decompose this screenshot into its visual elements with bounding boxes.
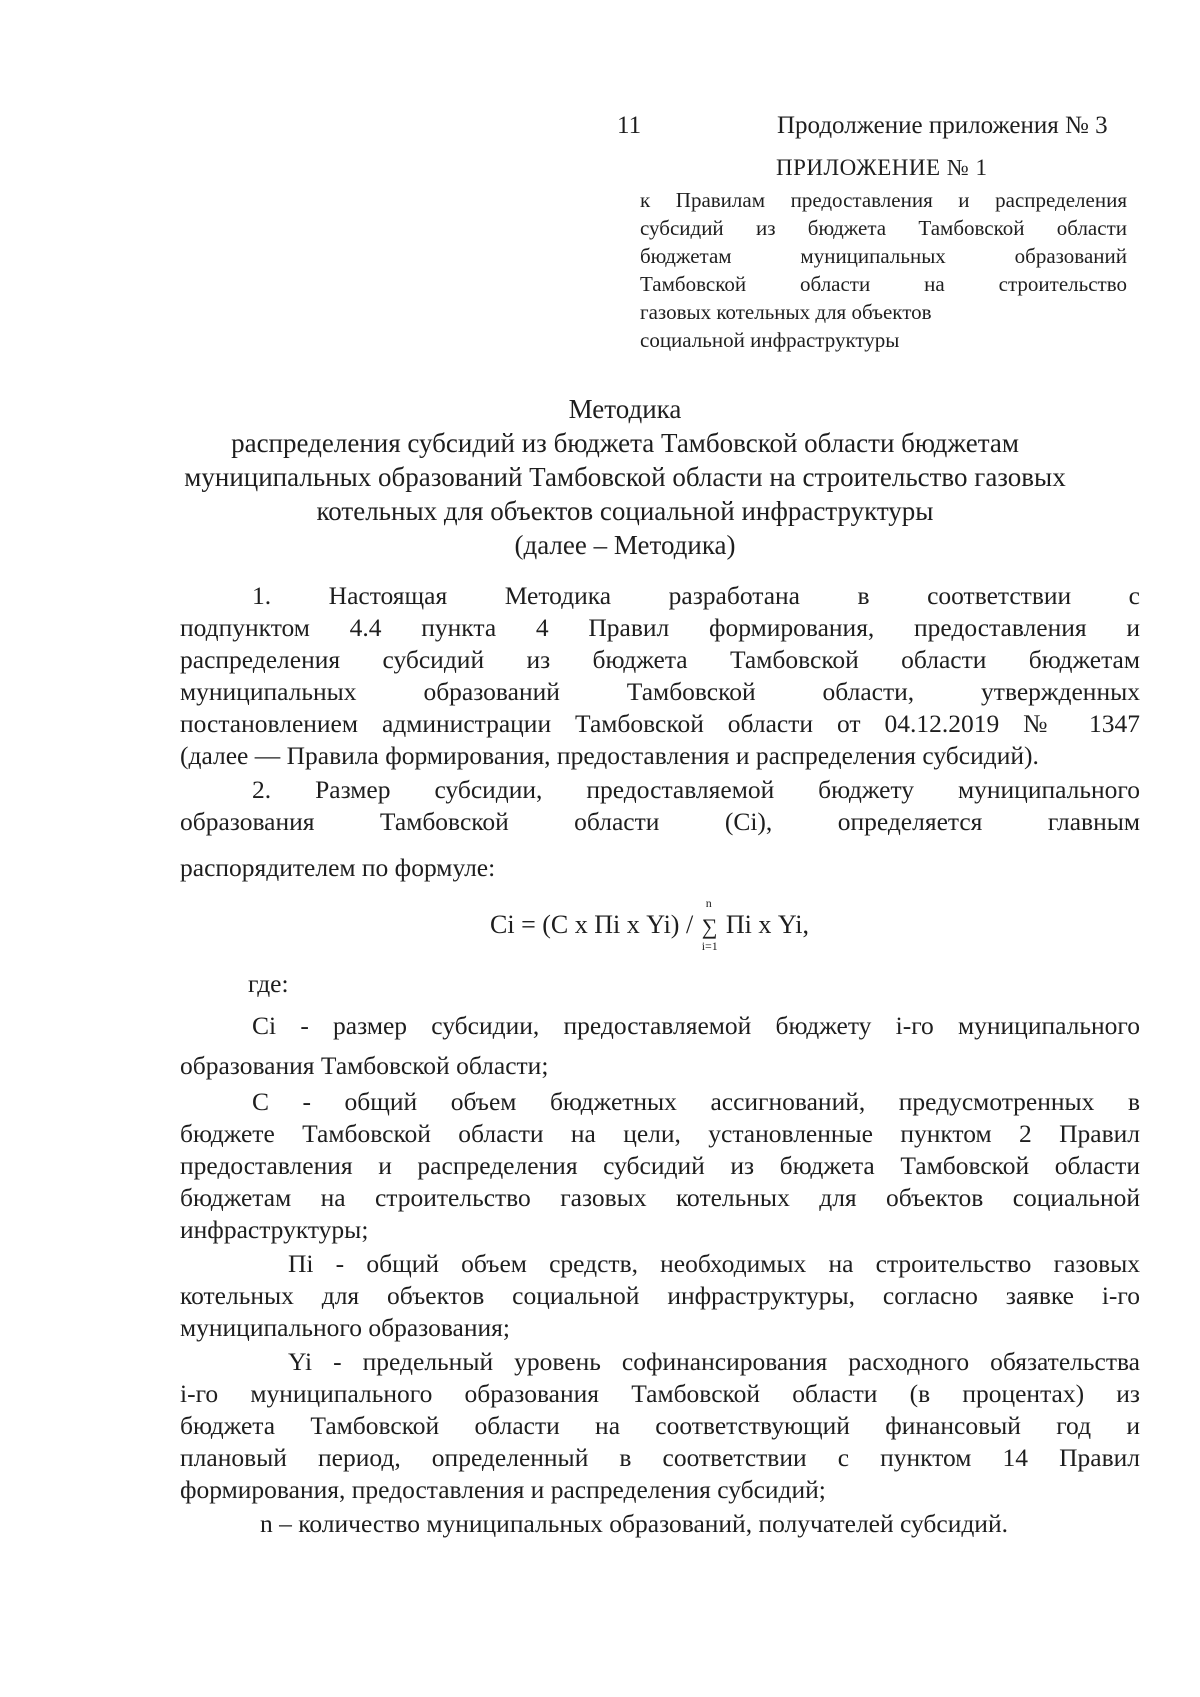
definition-line: бюджета Тамбовской области на соответствующий финансовый год и [180, 1411, 1140, 1440]
where-label: где: [248, 969, 289, 998]
definition-line: Пi - общий объем средств, необходимых на строительство газовых [288, 1249, 1140, 1278]
appendix-ref-line: бюджетам муниципальных образований [640, 244, 1127, 268]
page-number: 11 [617, 112, 642, 139]
paragraph-line: распорядителем по формуле: [180, 853, 496, 882]
paragraph-line: образования Тамбовской области (Ci), определяется главным [180, 807, 1140, 836]
definition-n [180, 1508, 1140, 1540]
definition-line: предоставления и распределения субсидий из бюджета Тамбовской области [180, 1151, 1140, 1180]
sum-lower-limit: i=1 [701, 939, 718, 954]
paragraph-line: муниципальных образований Тамбовской области, утвержденных [180, 677, 1140, 706]
definition-line: n – количество муниципальных образований, получателей субсидий. [260, 1509, 1008, 1538]
definition-line: плановый период, определенный в соответствии с пунктом 14 Правил [180, 1443, 1140, 1472]
document-title [160, 392, 1090, 562]
definition-line: i-го муниципального образования Тамбовской области (в процентах) из [180, 1379, 1140, 1408]
title-line: (далее – Методика) [514, 530, 736, 560]
formula-rhs: Пi х Yi, [725, 910, 809, 939]
paragraph-1 [180, 580, 1140, 772]
title-line: муниципальных образований Тамбовской области на строительство газовых [184, 462, 1066, 492]
paragraph-line: подпунктом 4.4 пункта 4 Правил формирования, предоставления и [180, 613, 1140, 642]
definition-line: котельных для объектов социальной инфраструктуры, согласно заявке i-го [180, 1281, 1140, 1310]
definition-line: С - общий объем бюджетных ассигнований, предусмотренных в [252, 1087, 1140, 1116]
definition-line: бюджетам на строительство газовых котельных для объектов социальной [180, 1183, 1140, 1212]
definition-line: бюджете Тамбовской области на цели, установленные пунктом 2 Правил [180, 1119, 1140, 1148]
paragraph-line: 2. Размер субсидии, предоставляемой бюджету муниципального [252, 775, 1140, 804]
appendix-ref-line: газовых котельных для объектов [640, 300, 932, 324]
distribution-formula [490, 896, 809, 954]
paragraph-2 [180, 774, 1140, 884]
paragraph-line: распределения субсидий из бюджета Тамбовской области бюджетам [180, 645, 1140, 674]
appendix-ref-line: социальной инфраструктуры [640, 328, 900, 352]
definition-pi [180, 1248, 1140, 1344]
continuation-label: Продолжение приложения № 3 [777, 112, 1108, 139]
title-line: Методика [568, 394, 682, 424]
sigma-icon: ∑ [701, 914, 718, 940]
definition-yi [180, 1346, 1140, 1506]
definition-line: формирования, предоставления и распределения субсидий; [180, 1475, 826, 1504]
paragraph-line: (далее — Правила формирования, предоставления и распределения субсидий). [180, 741, 1039, 770]
definition-line: муниципального образования; [180, 1313, 510, 1342]
appendix-title: ПРИЛОЖЕНИЕ № 1 [776, 155, 988, 180]
title-line: распределения субсидий из бюджета Тамбовской области бюджетам [231, 428, 1019, 458]
definition-line: Yi - предельный уровень софинансирования расходного обязательства [288, 1347, 1140, 1376]
definition-line: Ci - размер субсидии, предоставляемой бюджету i-го муниципального [252, 1011, 1140, 1040]
formula-lhs: Ci = (С х Пi х Yi) / [490, 910, 694, 939]
sum-symbol [701, 896, 718, 954]
definition-ci [180, 1010, 1140, 1082]
paragraph-line: 1. Настоящая Методика разработана в соответствии с [252, 581, 1140, 610]
definition-line: образования Тамбовской области; [180, 1051, 549, 1080]
paragraph-line: постановлением администрации Тамбовской области от 04.12.2019 № 1347 [180, 709, 1140, 738]
appendix-ref-line: субсидий из бюджета Тамбовской области [640, 216, 1127, 240]
sum-upper-limit: n [705, 896, 712, 911]
appendix-reference [640, 186, 1127, 354]
appendix-ref-line: к Правилам предоставления и распределения [640, 188, 1127, 212]
title-line: котельных для объектов социальной инфраструктуры [316, 496, 934, 526]
definition-line: инфраструктуры; [180, 1215, 369, 1244]
appendix-ref-line: Тамбовской области на строительство [640, 272, 1127, 296]
definition-c [180, 1086, 1140, 1246]
